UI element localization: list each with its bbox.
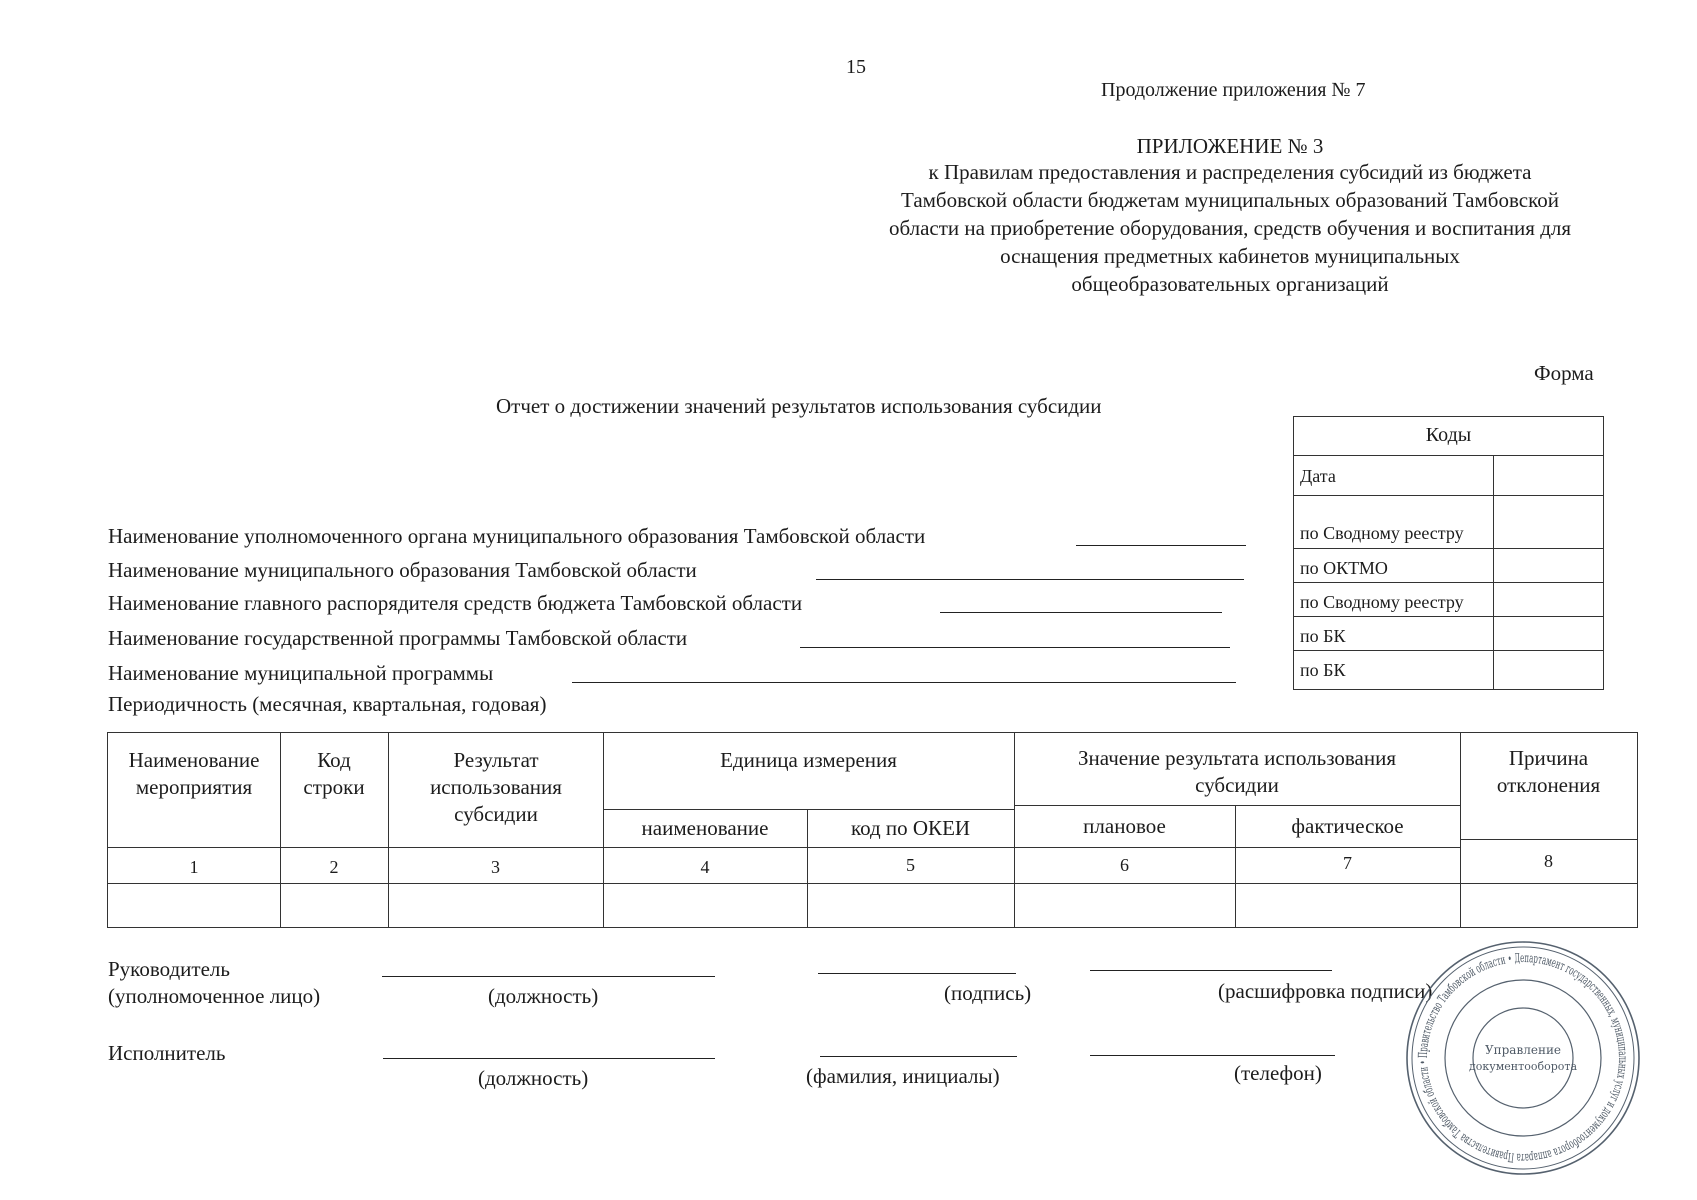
- signature-line[interactable]: [818, 973, 1016, 974]
- column-number-5: 5: [906, 855, 915, 875]
- code-label-date: Дата: [1300, 466, 1336, 486]
- field-municipal-program: Наименование муниципальной программы: [108, 661, 494, 685]
- fill-line[interactable]: [800, 647, 1230, 648]
- stamp-outer-text: Правительство Тамбовской области • Департамент государственных, муниципальных услуг и документооборота аппарата Правительства Тамбовской области •: [1414, 949, 1632, 1167]
- executor-name-line[interactable]: [820, 1056, 1017, 1057]
- codes-box: [1293, 416, 1604, 690]
- appendix-line-1: к Правилам предоставления и распределения субсидий из бюджета: [928, 160, 1532, 184]
- page-number: 15: [846, 56, 866, 78]
- codes-row-divider: [1294, 650, 1603, 651]
- codes-header: Коды: [1425, 424, 1472, 446]
- field-municipality: Наименование муниципального образования Тамбовской области: [108, 558, 697, 582]
- stamp-graphic: [1405, 940, 1641, 1176]
- phone-caption: (телефон): [1234, 1061, 1322, 1085]
- code-label-bk: по БК: [1300, 626, 1346, 646]
- codes-row-divider: [1294, 495, 1603, 496]
- column-number-3: 3: [491, 857, 500, 877]
- header-actual: фактическое: [1291, 814, 1404, 838]
- decoding-caption: (расшифровка подписи): [1218, 979, 1433, 1003]
- executor-position-line[interactable]: [383, 1058, 715, 1059]
- field-main-manager: Наименование главного распорядителя средств бюджета Тамбовской области: [108, 591, 803, 615]
- appendix-line-4: оснащения предметных кабинетов муниципальных: [1000, 244, 1460, 268]
- continuation-note: Продолжение приложения № 7: [1101, 79, 1366, 101]
- column-number-4: 4: [700, 857, 710, 877]
- executor-label: Исполнитель: [108, 1041, 226, 1065]
- codes-row-divider: [1294, 548, 1603, 549]
- stamp-center-line-1: Управление: [1484, 1043, 1562, 1057]
- phone-line[interactable]: [1090, 1055, 1335, 1056]
- header-row-code: Код строки: [303, 748, 365, 799]
- appendix-line-2: Тамбовской области бюджетам муниципальных образований Тамбовской: [901, 188, 1559, 212]
- header-result: Результат использования субсидии: [430, 748, 562, 826]
- codes-row-divider: [1294, 616, 1603, 617]
- head-label: Руководитель: [108, 957, 230, 981]
- column-number-2: 2: [329, 857, 339, 877]
- authorized-person-label: (уполномоченное лицо): [108, 984, 321, 1008]
- header-event: Наименование мероприятия: [128, 748, 260, 799]
- table-row-divider: [108, 847, 1460, 848]
- table-column-divider: [280, 733, 281, 927]
- svg-text:Правительство Тамбовской облас: [1415, 950, 1631, 1166]
- column-number-6: 6: [1120, 855, 1129, 875]
- header-unit: Единица измерения: [720, 748, 897, 772]
- field-authorized-body: Наименование уполномоченного органа муниципального образования Тамбовской области: [108, 524, 926, 548]
- appendix-line-5: общеобразовательных организаций: [1071, 272, 1389, 296]
- column-number-1: 1: [189, 857, 199, 877]
- fill-line[interactable]: [816, 579, 1244, 580]
- report-title: Отчет о достижении значений результатов использования субсидии: [496, 394, 1102, 418]
- table-column-divider: [1460, 733, 1461, 927]
- fill-line[interactable]: [1076, 545, 1246, 546]
- form-label: Форма: [1534, 361, 1594, 385]
- table-row-divider: [603, 809, 1014, 810]
- header-value: Значение результата использования субсидии: [1078, 746, 1396, 797]
- code-label-summary-registry-2: по Сводному реестру: [1300, 592, 1464, 612]
- decoding-line[interactable]: [1090, 970, 1332, 971]
- codes-row-divider: [1294, 582, 1603, 583]
- stamp-center-line-2: документооборота: [1468, 1060, 1578, 1073]
- official-stamp: [1405, 940, 1641, 1176]
- code-label-oktmo: по ОКТМО: [1300, 558, 1388, 578]
- appendix-title: ПРИЛОЖЕНИЕ № 3: [1136, 134, 1324, 158]
- position-line[interactable]: [382, 976, 715, 977]
- executor-position-caption: (должность): [478, 1066, 589, 1090]
- column-number-8: 8: [1544, 851, 1553, 871]
- table-row-divider: [1460, 839, 1637, 840]
- column-number-7: 7: [1343, 853, 1352, 873]
- code-label-bk-2: по БК: [1300, 660, 1346, 680]
- field-state-program: Наименование государственной программы Тамбовской области: [108, 626, 688, 650]
- table-column-divider: [388, 733, 389, 927]
- header-unit-code: код по ОКЕИ: [850, 816, 971, 840]
- codes-row-divider: [1294, 455, 1603, 456]
- signature-caption: (подпись): [944, 981, 1032, 1005]
- codes-column-divider: [1493, 455, 1494, 689]
- field-periodicity: Периодичность (месячная, квартальная, годовая): [108, 692, 547, 716]
- header-unit-name: наименование: [641, 816, 769, 840]
- appendix-line-3: области на приобретение оборудования, средств обучения и воспитания для: [888, 216, 1572, 240]
- header-planned: плановое: [1083, 814, 1166, 838]
- header-reason: Причина отклонения: [1496, 746, 1601, 797]
- fill-line[interactable]: [940, 612, 1222, 613]
- executor-name-caption: (фамилия, инициалы): [806, 1064, 1000, 1088]
- results-table: [107, 732, 1638, 928]
- table-row-divider: [108, 883, 1637, 884]
- fill-line[interactable]: [572, 682, 1236, 683]
- position-caption: (должность): [488, 984, 599, 1008]
- table-row-divider: [1014, 805, 1460, 806]
- code-label-summary-registry: по Сводному реестру: [1300, 523, 1464, 543]
